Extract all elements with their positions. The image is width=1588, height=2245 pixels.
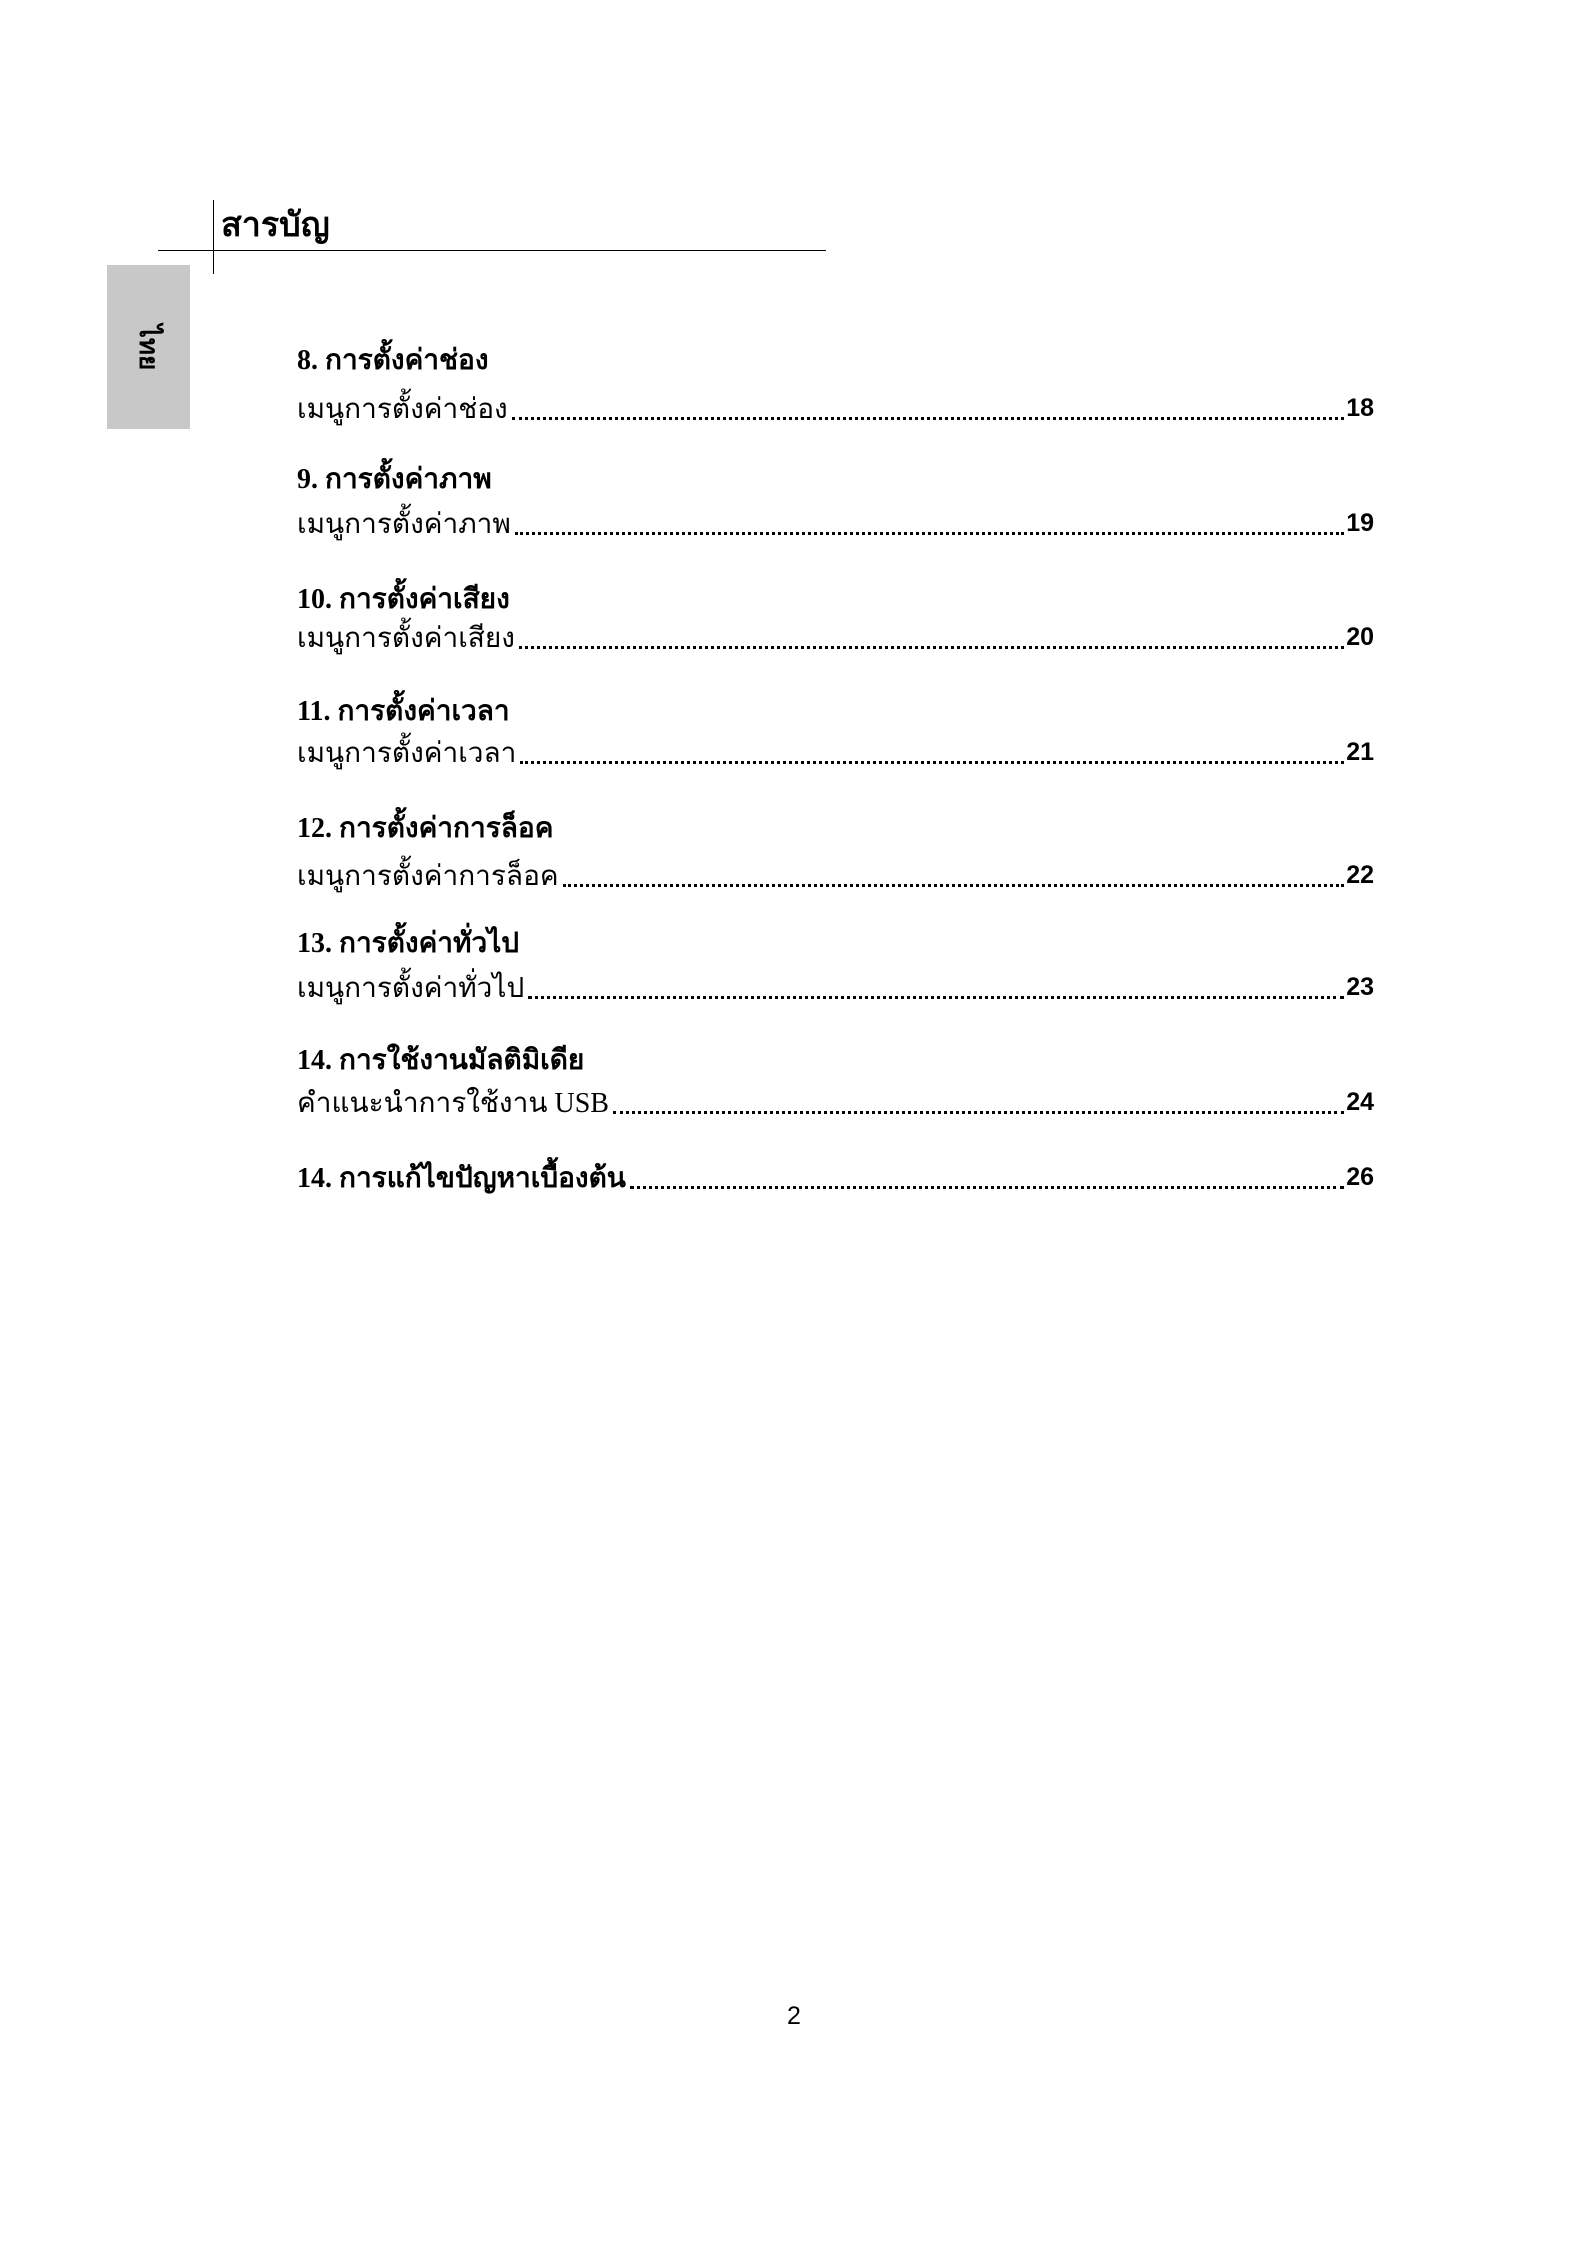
toc-entry-label: เมนูการตั้งค่าเสียง bbox=[297, 623, 515, 654]
toc-section-heading: 12. การตั้งค่าการล็อค bbox=[297, 813, 554, 844]
dot-leader bbox=[630, 1186, 1344, 1189]
page-number: 2 bbox=[787, 2002, 801, 2030]
dot-leader bbox=[520, 761, 1344, 764]
page-title: สารบัญ bbox=[221, 207, 330, 244]
toc-entry[interactable] bbox=[297, 735, 1374, 771]
toc-entry-label: เมนูการตั้งค่าทั่วไป bbox=[297, 973, 525, 1004]
toc-entry-page: 21 bbox=[1346, 738, 1374, 766]
language-tab bbox=[107, 265, 190, 429]
header-rule-vertical bbox=[213, 200, 214, 274]
toc-entry-page: 23 bbox=[1346, 973, 1374, 1001]
toc-entry[interactable] bbox=[297, 970, 1374, 1006]
language-tab-label: ไทย bbox=[133, 324, 163, 370]
dot-leader bbox=[519, 646, 1344, 649]
dot-leader bbox=[512, 417, 1345, 420]
toc-entry[interactable] bbox=[297, 1160, 1374, 1196]
toc-section-heading: 10. การตั้งค่าเสียง bbox=[297, 584, 510, 615]
toc-entry-page: 24 bbox=[1346, 1088, 1374, 1116]
toc-section-heading: 8. การตั้งค่าช่อง bbox=[297, 345, 489, 376]
toc-entry-page: 18 bbox=[1346, 394, 1374, 422]
dot-leader bbox=[563, 884, 1345, 887]
dot-leader bbox=[613, 1111, 1344, 1114]
toc-entry-page: 20 bbox=[1346, 623, 1374, 651]
toc-section-heading: 13. การตั้งค่าทั่วไป bbox=[297, 928, 520, 959]
toc-entry[interactable] bbox=[297, 391, 1374, 427]
toc-entry-page: 22 bbox=[1346, 861, 1374, 889]
toc-entry-label: เมนูการตั้งค่าช่อง bbox=[297, 394, 508, 425]
dot-leader bbox=[515, 532, 1344, 535]
toc-entry-page: 26 bbox=[1346, 1163, 1374, 1191]
toc-entry-label: เมนูการตั้งค่าเวลา bbox=[297, 738, 517, 769]
toc-entry[interactable] bbox=[297, 506, 1374, 542]
toc-entry[interactable] bbox=[297, 620, 1374, 656]
toc-entry[interactable] bbox=[297, 858, 1374, 894]
toc-section-heading: 11. การตั้งค่าเวลา bbox=[297, 696, 510, 727]
toc-section-heading: 9. การตั้งค่าภาพ bbox=[297, 464, 492, 495]
toc-entry-label: เมนูการตั้งค่าภาพ bbox=[297, 509, 511, 540]
toc-entry-label: คำแนะนำการใช้งาน USB bbox=[297, 1088, 609, 1119]
toc-entry[interactable] bbox=[297, 1085, 1374, 1121]
toc-section-heading: 14. การใช้งานมัลติมิเดีย bbox=[297, 1045, 585, 1076]
dot-leader bbox=[528, 996, 1344, 999]
toc-entry-label: 14. การแก้ไขปัญหาเบื้องต้น bbox=[297, 1163, 626, 1194]
header-rule-horizontal bbox=[158, 250, 826, 251]
toc-entry-page: 19 bbox=[1346, 509, 1374, 537]
toc-entry-label: เมนูการตั้งค่าการล็อค bbox=[297, 861, 559, 892]
